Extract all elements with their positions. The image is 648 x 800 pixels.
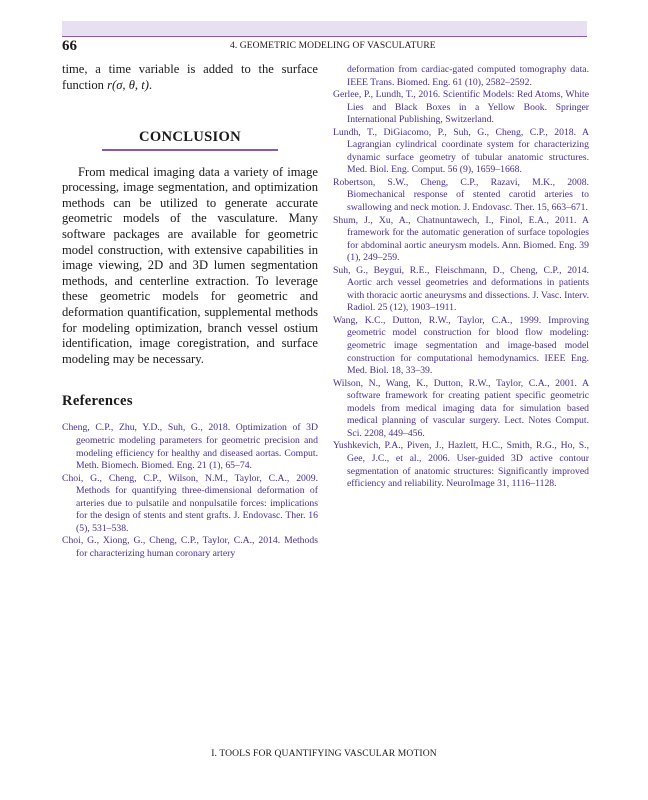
intro-text: time, a time variable is added to the surface function (62, 62, 318, 92)
conclusion-rule (102, 149, 278, 151)
reference-item[interactable]: Yushkevich, P.A., Piven, J., Hazlett, H.C., Smith, R.G., Ho, S., Gee, J.C., et al., 2006. User-guided 3D active contour segmentation of anatomic structures: Significantly improved efficiency and reliability. NeuroImage 31, 1116–1128. (333, 440, 589, 490)
conclusion-paragraph: From medical imaging data a variety of image processing, image segmentation, and optimization methods can be utilized to generate accurate geometric models of the vasculature. Many software packages are available for geometric model construction, with extensive capabilities in image viewing, 2D and 3D lumen segmentation methods, and centerline extraction. To leverage these geometric models for geometric and deformation quantification, supplemental methods for modeling optimization, branch vessel ostium identification, image coregistration, and surface modeling may be necessary. (62, 164, 318, 366)
reference-item[interactable]: Robertson, S.W., Cheng, C.P., Razavi, M.K., 2008. Biomechanical response of stented carotid arteries to swallowing and neck motion. J. Endovasc. Ther. 15, 663–671. (333, 176, 589, 214)
reference-list-left (62, 422, 318, 560)
header-rule (62, 36, 587, 37)
reference-list-right (333, 64, 589, 491)
page-number: 66 (62, 38, 77, 54)
reference-item[interactable]: Choi, G., Xiong, G., Cheng, C.P., Taylor, C.A., 2014. Methods for characterizing human coronary artery (62, 535, 318, 559)
reference-item[interactable]: Gerlee, P., Lundh, T., 2016. Scientific Models: Red Atoms, White Lies and Black Boxes in a Yellow Book. Springer International Publishing, Switzerland. (333, 89, 589, 126)
running-head: 4. GEOMETRIC MODELING OF VASCULATURE (230, 41, 436, 51)
reference-item[interactable]: Suh, G., Beygui, R.E., Fleischmann, D., Cheng, C.P., 2014. Aortic arch vessel geometries and deformations in patients with thoracic aortic aneurysms and dissections. J. Vasc. Interv. Radiol. 25 (12), 1903–1911. (333, 264, 589, 314)
surface-function-formula: r(σ, θ, t) (107, 77, 149, 92)
intro-paragraph (62, 62, 318, 93)
header-band (62, 21, 587, 36)
left-column (62, 62, 318, 560)
right-column (333, 64, 589, 491)
footer-part-title: I. TOOLS FOR QUANTIFYING VASCULAR MOTION (211, 748, 437, 759)
reference-item[interactable]: Lundh, T., DiGiacomo, P., Suh, G., Cheng, C.P., 2018. A Lagrangian cylindrical coordinate system for characterizing dynamic surface geometry of tubular anatomic structures. Med. Biol. Eng. Comput. 56 (9), 1659–1668. (333, 126, 589, 176)
reference-item-continued[interactable]: deformation from cardiac-gated computed tomography data. IEEE Trans. Biomed. Eng. 61 (10), 2582–2592. (347, 64, 589, 88)
reference-item[interactable]: Shum, J., Xu, A., Chatnuntawech, I., Finol, E.A., 2011. A framework for the automatic generation of surface topologies for abdominal aortic aneurysm models. Ann. Biomed. Eng. 39 (1), 249–259. (333, 214, 589, 264)
reference-item[interactable]: Wang, K.C., Dutton, R.W., Taylor, C.A., 1999. Improving geometric model construction for blood flow modeling: geometric image segmentation and image-based model construction for computational hemodynamics. IEEE Eng. Med. Biol. 18, 33–39. (333, 314, 589, 377)
conclusion-heading: CONCLUSION (139, 129, 241, 146)
references-heading: References (62, 393, 133, 410)
intro-text-end: . (148, 77, 153, 92)
reference-item[interactable]: Wilson, N., Wang, K., Dutton, R.W., Taylor, C.A., 2001. A software framework for creating patient specific geometric models from medical imaging data for simulation based medical planning of vascular surgery. Lect. Notes Comput. Sci. 2208, 449–456. (333, 377, 589, 439)
reference-item[interactable]: Choi, G., Cheng, C.P., Wilson, N.M., Taylor, C.A., 2009. Methods for quantifying three-dimensional deformation of arteries due to pulsatile and nonpulsatile forces: implications for the design of stents and stent grafts. J. Endovasc. Ther. 16 (5), 531–538. (62, 472, 318, 534)
reference-item[interactable]: Cheng, C.P., Zhu, Y.D., Suh, G., 2018. Optimization of 3D geometric modeling parameters for geometric precision and modeling efficiency for healthy and diseased aortas. Comput. Meth. Biomech. Biomed. Eng. 21 (1), 65–74. (62, 422, 318, 472)
